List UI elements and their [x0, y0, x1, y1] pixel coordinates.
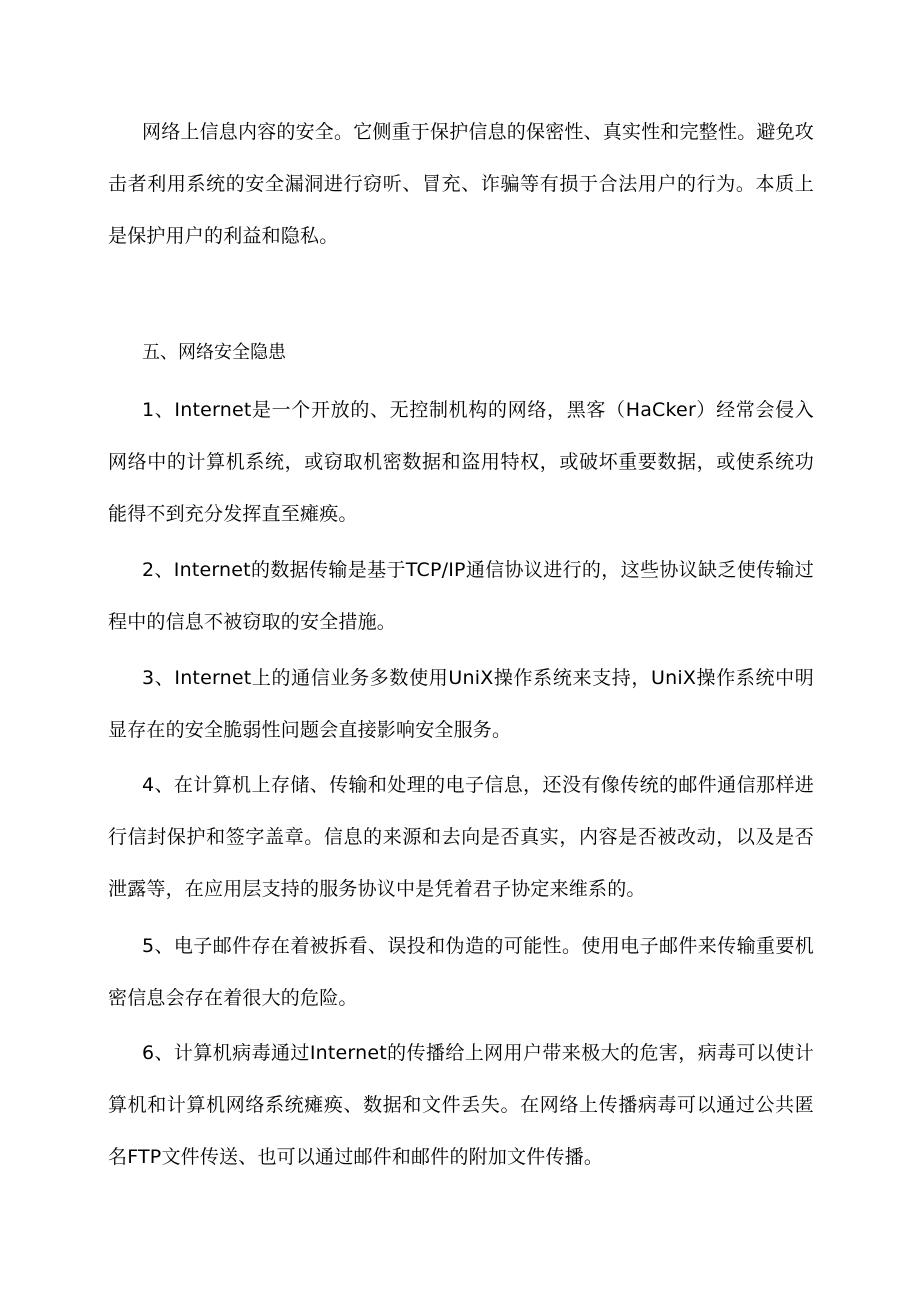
intro-paragraph: 网络上信息内容的安全。它侧重于保护信息的保密性、真实性和完整性。避免攻击者利用系统的安全漏洞进行窃听、冒充、诈骗等有损于合法用户的行为。本质上是保护用户的利益和隐私。 [108, 121, 815, 247]
section-heading: 五、网络安全隐患 [142, 342, 286, 363]
list-item: 3、Internet上的通信业务多数使用UniX操作系统来支持，UniX操作系统中明显存在的安全脆弱性问题会直接影响安全服务。 [108, 667, 814, 741]
list-item: 1、Internet是一个开放的、无控制机构的网络，黑客（HaCker）经常会侵入网络中的计算机系统，或窃取机密数据和盗用特权，或破坏重要数据，或使系统功能得不到充分发挥直至瘫痪。 [108, 399, 814, 525]
list-item: 4、在计算机上存储、传输和处理的电子信息，还没有像传统的邮件通信那样进行信封保护和签字盖章。信息的来源和去向是否真实，内容是否被改动，以及是否泄露等，在应用层支持的服务协议中是凭着君子协定来维系的。 [108, 774, 814, 900]
list-item: 6、计算机病毒通过Internet的传播给上网用户带来极大的危害，病毒可以使计算机和计算机网络系统瘫痪、数据和文件丢失。在网络上传播病毒可以通过公共匿名FTP文件传送、也可以通过邮件和邮件的附加文件传播。 [108, 1042, 814, 1168]
list-item: 2、Internet的数据传输是基于TCP/IP通信协议进行的，这些协议缺乏使传输过程中的信息不被窃取的安全措施。 [108, 559, 814, 633]
list-item: 5、电子邮件存在着被拆看、误投和伪造的可能性。使用电子邮件来传输重要机密信息会存在着很大的危险。 [108, 935, 814, 1009]
